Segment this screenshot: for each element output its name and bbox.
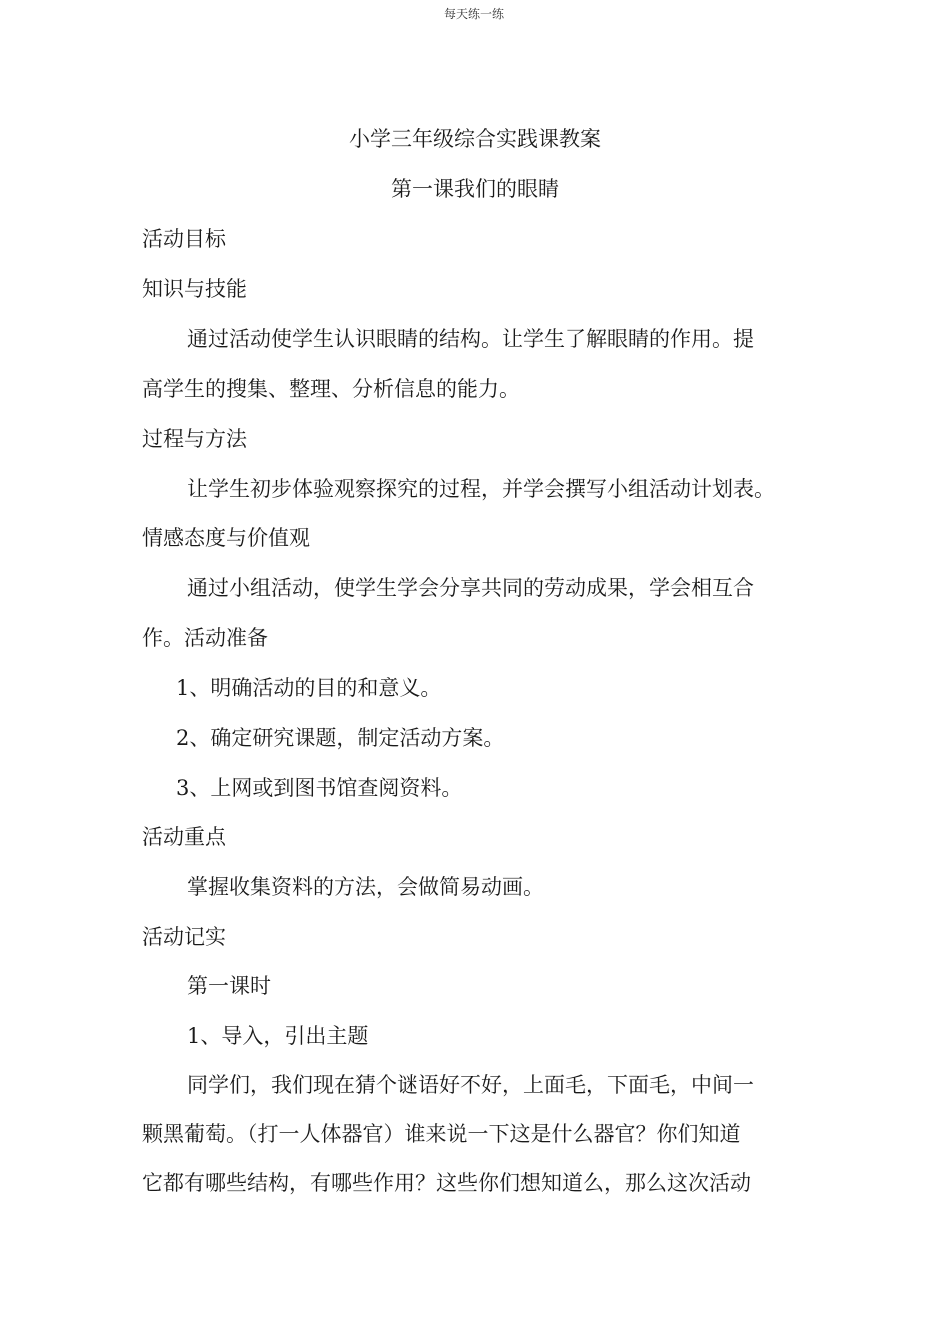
emotion-paragraph-line: 作。活动准备 <box>142 626 268 650</box>
focus-paragraph-line: 掌握收集资料的方法，会做简易动画。 <box>187 875 544 899</box>
intro-paragraph-line: 它都有哪些结构，有哪些作用？这些你们想知道么，那么这次活动 <box>142 1171 751 1195</box>
section-heading-record: 活动记实 <box>142 925 226 949</box>
header-note: 每天练一练 <box>444 7 505 21</box>
prep-list-item: 1、明确活动的目的和意义。 <box>176 676 442 700</box>
section-heading-emotion: 情感态度与价值观 <box>142 526 310 550</box>
knowledge-paragraph-line: 高学生的搜集、整理、分析信息的能力。 <box>142 377 520 401</box>
prep-list-item: 2、确定研究课题，制定活动方案。 <box>176 726 505 750</box>
lesson-subtitle: 第一课我们的眼睛 <box>391 177 559 201</box>
section-heading-knowledge: 知识与技能 <box>142 277 247 301</box>
section-heading-goals: 活动目标 <box>142 227 226 251</box>
intro-label: 1、导入，引出主题 <box>187 1024 369 1048</box>
prep-list-item: 3、上网或到图书馆查阅资料。 <box>176 776 463 800</box>
intro-paragraph-line: 颗黑葡萄。（打一人体器官）谁来说一下这是什么器官？你们知道 <box>142 1122 741 1146</box>
period-label: 第一课时 <box>187 974 271 998</box>
process-paragraph-line: 让学生初步体验观察探究的过程，并学会撰写小组活动计划表。 <box>187 477 775 501</box>
section-heading-focus: 活动重点 <box>142 825 226 849</box>
emotion-paragraph-line: 通过小组活动，使学生学会分享共同的劳动成果，学会相互合 <box>187 576 754 600</box>
document-title: 小学三年级综合实践课教案 <box>349 127 601 151</box>
knowledge-paragraph-line: 通过活动使学生认识眼睛的结构。让学生了解眼睛的作用。提 <box>187 327 754 351</box>
intro-paragraph-line: 同学们，我们现在猜个谜语好不好，上面毛，下面毛，中间一 <box>187 1073 754 1097</box>
section-heading-process: 过程与方法 <box>142 427 247 451</box>
